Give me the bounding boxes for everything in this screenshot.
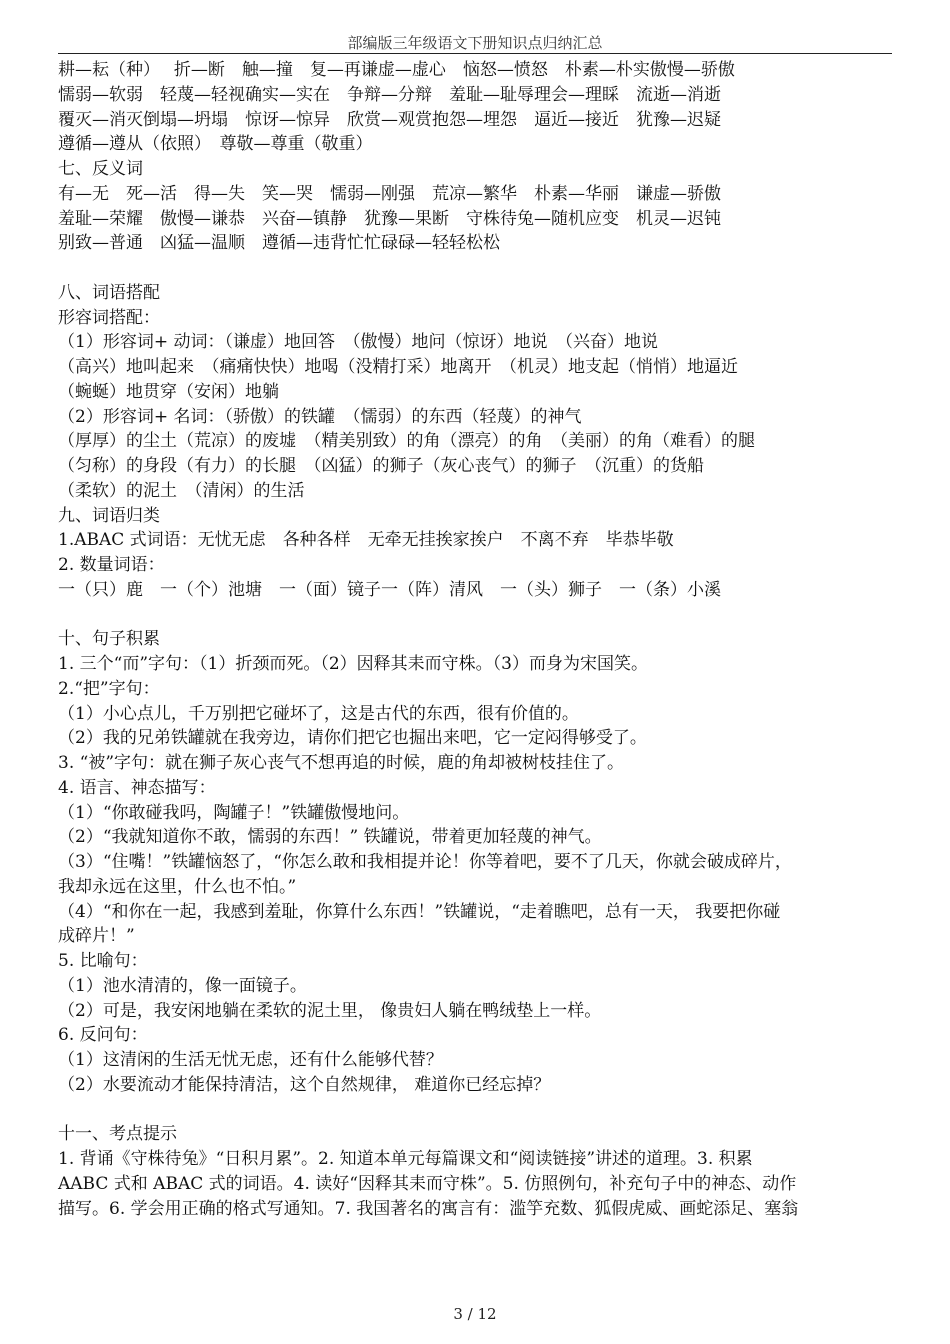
text-line: （匀称）的身段（有力）的长腿 （凶猛）的狮子（灰心丧气）的狮子 （沉重）的货船 xyxy=(58,456,704,476)
text-line: 6. 反问句： xyxy=(58,1025,148,1046)
text-line: 羞耻—荣耀 傲慢—谦恭 兴奋—镇静 犹豫—果断 守株待兔—随机应变 机灵—迟钝 xyxy=(58,208,721,229)
section-heading: 七、反义词 xyxy=(58,159,143,179)
text-line: 有—无 死—活 得—失 笑—哭 懦弱—刚强 荒凉—繁华 朴素—华丽 谦虚—骄傲 xyxy=(58,183,721,204)
text-line: （3）“住嘴！”铁罐恼怒了，“你怎么敢和我相提并论！你等着吧，要不了几天，你就会破成碎片， xyxy=(58,852,792,872)
text-line: 别致—普通 凶猛—温顺 遵循—违背忙忙碌碌—轻轻松松 xyxy=(58,233,500,254)
text-line: （4）“和你在一起，我感到羞耻，你算什么东西！”铁罐说，“走着瞧吧，总有一天， 我要把你碰 xyxy=(58,901,781,922)
text-line: 5. 比喻句： xyxy=(58,951,148,971)
text-line: （2）可是，我安闲地躺在柔软的泥土里， 像贵妇人躺在鸭绒垫上一样。 xyxy=(58,1000,602,1021)
text-line: 遵循—遵从（依照） 尊敬—尊重（敬重） xyxy=(58,134,373,155)
text-line: （1）形容词+ 动词：（谦虚）地回答 （傲慢）地问（惊讶）地说 （兴奋）地说 xyxy=(58,332,658,353)
text-line: （厚厚）的尘土（荒凉）的废墟 （精美别致）的角（漂亮）的角 （美丽）的角（难看）的腿 xyxy=(58,431,755,452)
text-line: （柔软）的泥土 （清闲）的生活 xyxy=(58,480,305,501)
text-line: （2）形容词+ 名词：（骄傲）的铁罐 （懦弱）的东西（轻蔑）的神气 xyxy=(58,406,582,427)
section-heading: 九、词语归类 xyxy=(58,505,160,526)
text-line: 耕—耘（种） 折—断 触—撞 复—再谦虚—虚心 恼怒—愤怒 朴素—朴实傲慢—骄傲 xyxy=(58,60,735,80)
text-line: 覆灭—消灭倒塌—坍塌 惊讶—惊异 欣赏—观赏抱怨—埋怨 逼近—接近 犹豫—迟疑 xyxy=(58,109,721,130)
text-line: 1. 背诵《守株待兔》“日积月累”。2. 知道本单元每篇课文和“阅读链接”讲述的道理。3. 积累 xyxy=(58,1149,753,1169)
blank-line xyxy=(58,603,892,628)
text-line: 描写。6. 学会用正确的格式写通知。7. 我国著名的寓言有：滥竽充数、狐假虎威、画蛇添足、塞翁 xyxy=(58,1198,799,1219)
text-line: AABC 式和 ABAC 式的词语。4. 读好“因释其耒而守株”。5. 仿照例句，补充句子中的神态、动作 xyxy=(58,1173,797,1194)
text-line: 3. “被”字句：就在狮子灰心丧气不想再追的时候，鹿的角却被树枝挂住了。 xyxy=(58,753,625,773)
text-line: 一（只）鹿 一（个）池塘 一（面）镜子一（阵）清风 一（头）狮子 一（条）小溪 xyxy=(58,579,721,600)
text-line: 4. 语言、神态描写： xyxy=(58,777,216,798)
section-heading: 八、词语搭配 xyxy=(58,282,160,303)
blank-line xyxy=(58,256,892,281)
header-rule xyxy=(58,53,892,54)
text-line: 1. 三个“而”字句：（1）折颈而死。（2）因释其耒而守株。（3）而身为宋国笑。 xyxy=(58,654,648,674)
text-line: 我却永远在这里，什么也不怕。” xyxy=(58,876,297,897)
text-line: （高兴）地叫起来 （痛痛快快）地喝（没精打采）地离开 （机灵）地支起（悄悄）地逼近 xyxy=(58,357,738,377)
text-line: （1）小心点儿，千万别把它碰坏了，这是古代的东西，很有价值的。 xyxy=(58,703,579,724)
blank-line xyxy=(58,1098,892,1123)
document-body xyxy=(58,58,892,1221)
text-line: （1）池水清清的，像一面镜子。 xyxy=(58,975,307,996)
text-line: 2. 数量词语： xyxy=(58,555,165,575)
text-line: 1.ABAC 式词语：无忧无虑 各种各样 无牵无挂挨家挨户 不离不弃 毕恭毕敬 xyxy=(58,530,674,551)
text-line: （1）这清闲的生活无忧无虑，还有什么能够代替？ xyxy=(58,1050,443,1070)
text-line: （1）“你敢碰我吗，陶罐子！”铁罐傲慢地问。 xyxy=(58,802,410,823)
section-heading: 十一、考点提示 xyxy=(58,1124,177,1145)
text-line: （2）我的兄弟铁罐就在我旁边，请你们把它也掘出来吧，它一定闷得够受了。 xyxy=(58,728,647,749)
text-line: （2）“我就知道你不敢，懦弱的东西！” 铁罐说，带着更加轻蔑的神气。 xyxy=(58,827,602,848)
section-heading: 十、句子积累 xyxy=(58,629,160,650)
text-line: （蜿蜒）地贯穿（安闲）地躺 xyxy=(58,381,279,402)
text-line: 成碎片！” xyxy=(58,926,135,947)
text-line: 形容词搭配： xyxy=(58,307,160,328)
page-number: 3 / 12 xyxy=(453,1305,497,1323)
text-line: 2.“把”字句： xyxy=(58,678,160,699)
text-line: 懦弱—软弱 轻蔑—轻视确实—实在 争辩—分辩 羞耻—耻辱理会—理睬 流逝—消逝 xyxy=(58,84,721,105)
page-header: 部编版三年级语文下册知识点归纳汇总 xyxy=(347,34,603,52)
text-line: （2）水要流动才能保持清洁，这个自然规律， 难道你已经忘掉？ xyxy=(58,1074,551,1095)
